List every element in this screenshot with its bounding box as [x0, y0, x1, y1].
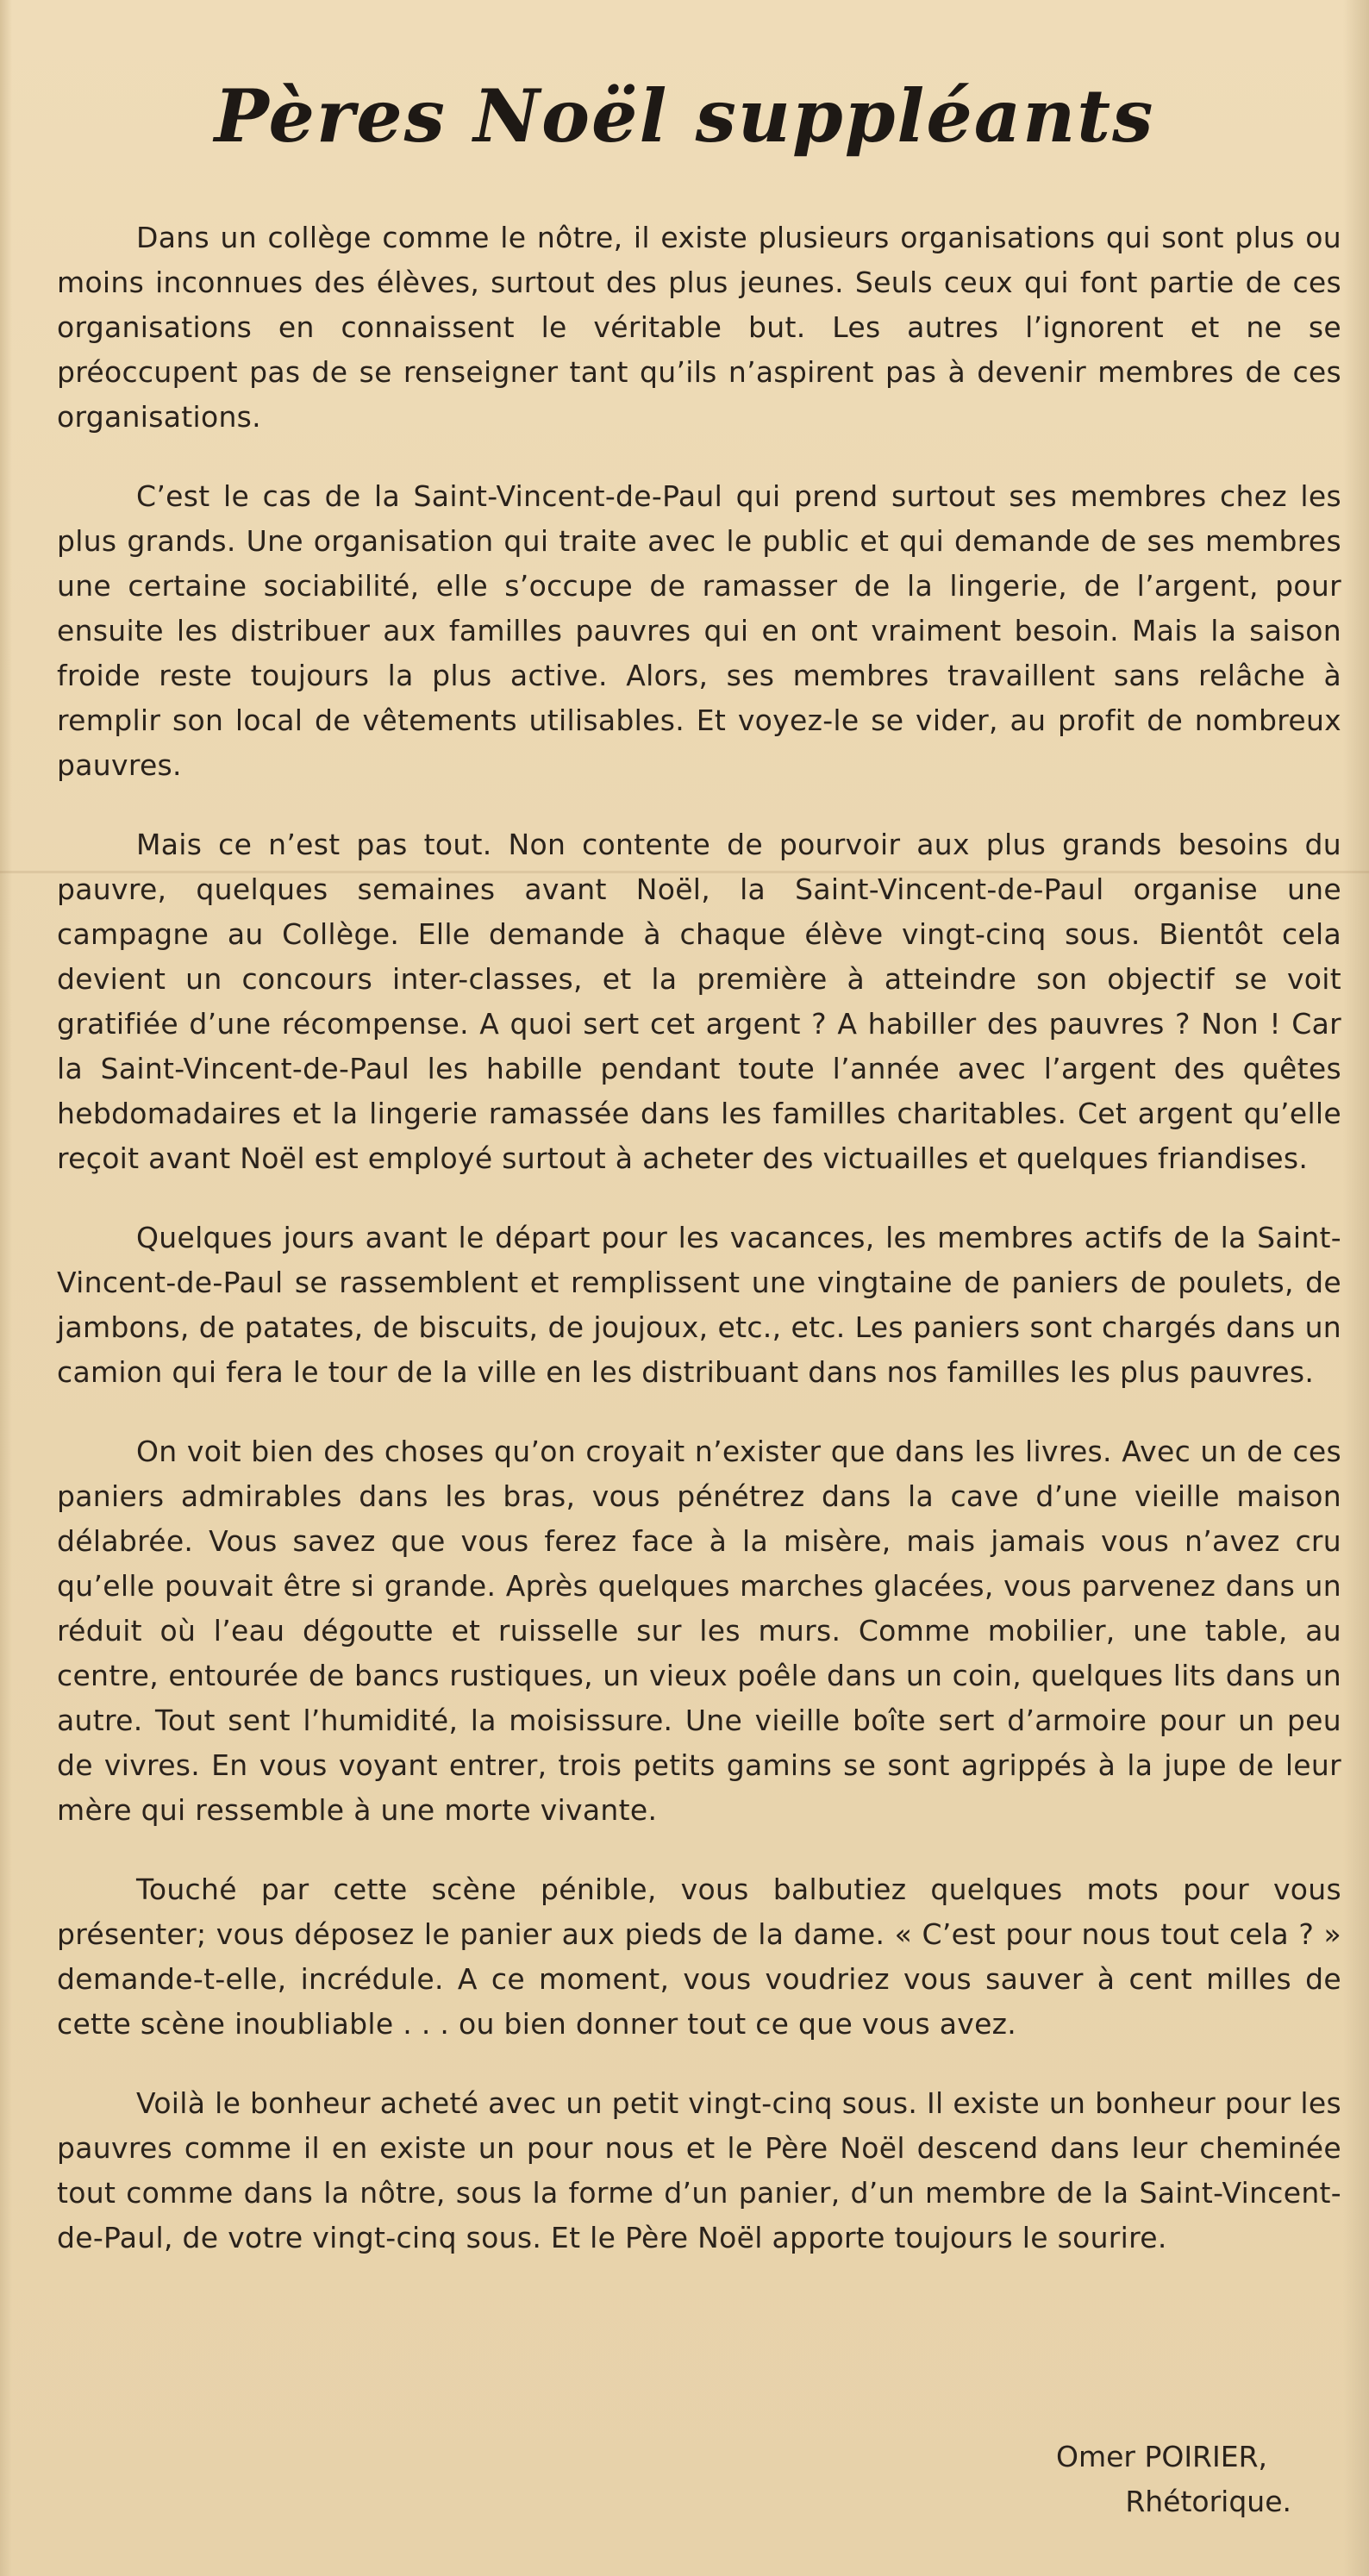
author-name: Omer POIRIER, [1055, 2440, 1267, 2473]
author-signature [1055, 2435, 1291, 2524]
paragraph-4: Quelques jours avant le départ pour les vacances, les membres actifs de la Saint-Vincent-de-Paul se rassemblent et remplissent une vingtaine de paniers de poulets, de jambons, de patates, de biscuits, de joujoux, etc., etc. Les paniers sont chargés dans un camion qui fera le tour de la ville en les distribuant dans nos familles les plus pauvres. [57, 1221, 1341, 1389]
paragraph-3: Mais ce n’est pas tout. Non contente de pourvoir aux plus grands besoins du pauvre, quelques semaines avant Noël, la Saint-Vincent-de-Paul organise une campagne au Collège. Elle demande à chaque élève vingt-cinq sous. Bientôt cela devient un concours inter-classes, et la première à atteindre son objectif se voit gratifiée d’une récompense. A quoi sert cet argent ? A habiller des pauvres ? Non ! Car la Saint-Vincent-de-Paul les habille pendant toute l’année avec l’argent des quêtes hebdomadaires et la lingerie ramassée dans les familles charitables. Cet argent qu’elle reçoit avant Noël est employé surtout à acheter des victuailles et quelques friandises. [57, 828, 1341, 1175]
article-title: Pères Noël suppléants [214, 73, 1155, 159]
paper-edge-right [1343, 0, 1369, 2576]
paragraph-6: Touché par cette scène pénible, vous balbutiez quelques mots pour vous présenter; vous déposez le panier aux pieds de la dame. « C’est pour nous tout cela ? » demande-t-elle, incrédule. A ce moment, vous voudriez vous sauver à cent milles de cette scène inoubliable . . . ou bien donner tout ce que vous avez. [57, 1873, 1341, 2041]
paragraph-1: Dans un collège comme le nôtre, il existe plusieurs organisations qui sont plus ou moins inconnues des élèves, surtout des plus jeunes. Seuls ceux qui font partie de ces organisations en connaissent le véritable but. Les autres l’ignorent et ne se préoccupent pas de se renseigner tant qu’ils n’aspirent pas à devenir membres de ces organisations. [57, 221, 1341, 434]
paragraph-5: On voit bien des choses qu’on croyait n’exister que dans les livres. Avec un de ces paniers admirables dans les bras, vous pénétrez dans la cave d’une vieille maison délabrée. Vous savez que vous ferez face à la misère, mais jamais vous n’avez cru qu’elle pouvait être si grande. Après quelques marches glacées, vous parvenez dans un réduit où l’eau dégoutte et ruisselle sur les murs. Comme mobilier, une table, au centre, entourée de bancs rustiques, un vieux poêle dans un coin, quelques lits dans un autre. Tout sent l’humidité, la moisissure. Une vieille boîte sert d’armoire pour un peu de vivres. En vous voyant entrer, trois petits gamins se sont agrippés à la jupe de leur mère qui ressemble à une morte vivante. [57, 1435, 1341, 1827]
paragraph-2: C’est le cas de la Saint-Vincent-de-Paul qui prend surtout ses membres chez les plus grands. Une organisation qui traite avec le public et qui demande de ses membres une certaine sociabilité, elle s’occupe de ramasser de la lingerie, de l’argent, pour ensuite les distribuer aux familles pauvres qui en ont vraiment besoin. Mais la saison froide reste toujours la plus active. Alors, ses membres travaillent sans relâche à remplir son local de vêtements utilisables. Et voyez-le se vider, au profit de nombreux pauvres. [57, 479, 1341, 782]
paper-edge-left [0, 0, 12, 2576]
author-class: Rhétorique. [1125, 2485, 1291, 2518]
article-body [57, 216, 1341, 2260]
paper-fold-line [0, 871, 1369, 873]
paragraph-7: Voilà le bonheur acheté avec un petit vingt-cinq sous. Il existe un bonheur pour les pauvres comme il en existe un pour nous et le Père Noël descend dans leur cheminée tout comme dans la nôtre, sous la forme d’un panier, d’un membre de la Saint-Vincent-de-Paul, de votre vingt-cinq sous. Et le Père Noël apporte toujours le sourire. [57, 2086, 1341, 2254]
